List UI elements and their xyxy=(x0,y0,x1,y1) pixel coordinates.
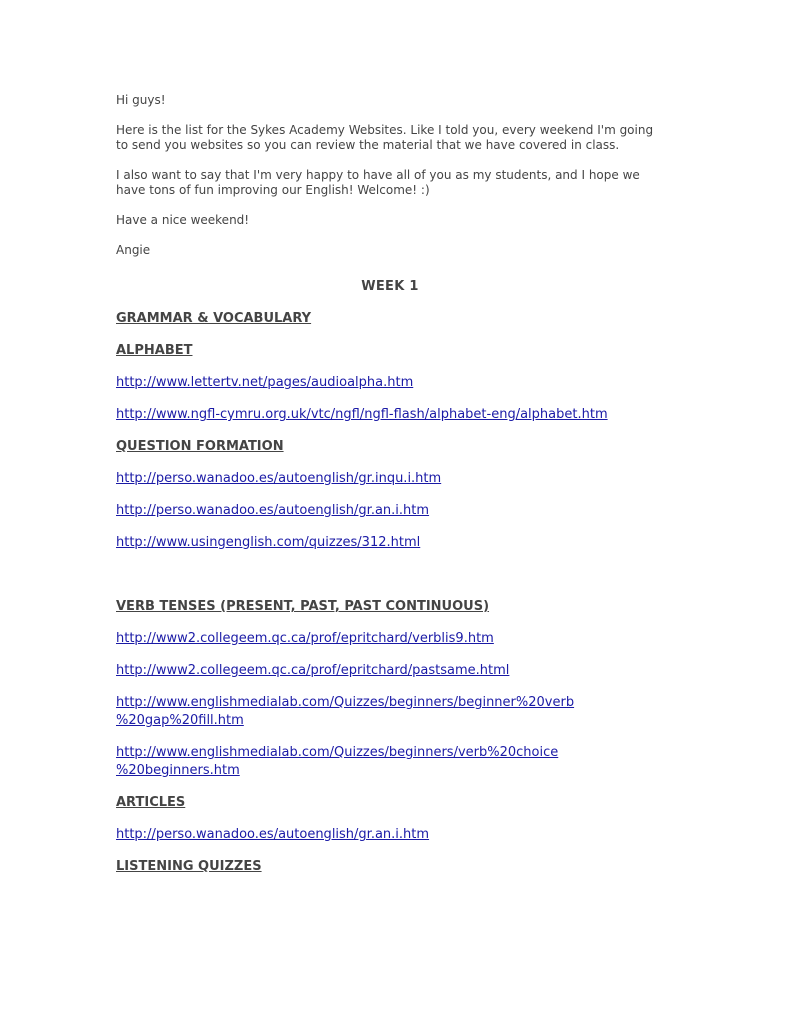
closing-line: Have a nice weekend! xyxy=(116,213,250,227)
document-page xyxy=(116,93,664,890)
link-verb-tenses-3[interactable]: http://www.englishmedialab.com/Quizzes/beginners/beginner%20verb %20gap%20fill.htm xyxy=(116,695,575,728)
spacer xyxy=(116,566,664,598)
section-heading-listening-quizzes: LISTENING QUIZZES xyxy=(116,859,262,874)
link-articles-1[interactable]: http://perso.wanadoo.es/autoenglish/gr.an.i.htm xyxy=(116,827,430,842)
link-alphabet-1[interactable]: http://www.lettertv.net/pages/audioalpha.htm xyxy=(116,375,414,390)
intro-paragraph: Here is the list for the Sykes Academy Websites. Like I told you, every weekend I'm going to send you websites so you can review the material that we have covered in class. xyxy=(116,123,654,152)
welcome-paragraph: I also want to say that I'm very happy to have all of you as my students, and I hope we have tons of fun improving our English! Welcome! :) xyxy=(116,168,640,197)
signature: Angie xyxy=(116,243,151,257)
week-title: WEEK 1 xyxy=(361,279,419,294)
section-heading-verb-tenses: VERB TENSES (PRESENT, PAST, PAST CONTINUOUS) xyxy=(116,599,490,614)
section-heading-alphabet: ALPHABET xyxy=(116,343,193,358)
link-question-formation-1[interactable]: http://perso.wanadoo.es/autoenglish/gr.inqu.i.htm xyxy=(116,471,442,486)
link-question-formation-3[interactable]: http://www.usingenglish.com/quizzes/312.html xyxy=(116,535,421,550)
link-verb-tenses-2[interactable]: http://www2.collegeem.qc.ca/prof/epritchard/pastsame.html xyxy=(116,663,510,678)
section-heading-grammar-vocabulary: GRAMMAR & VOCABULARY xyxy=(116,311,312,326)
link-verb-tenses-1[interactable]: http://www2.collegeem.qc.ca/prof/epritchard/verblis9.htm xyxy=(116,631,494,646)
link-alphabet-2[interactable]: http://www.ngfl-cymru.org.uk/vtc/ngfl/ngfl-flash/alphabet-eng/alphabet.htm xyxy=(116,407,608,422)
link-verb-tenses-4[interactable]: http://www.englishmedialab.com/Quizzes/beginners/verb%20choice %20beginners.htm xyxy=(116,745,559,778)
section-heading-articles: ARTICLES xyxy=(116,795,186,810)
greeting: Hi guys! xyxy=(116,93,166,107)
section-heading-question-formation: QUESTION FORMATION xyxy=(116,439,284,454)
link-question-formation-2[interactable]: http://perso.wanadoo.es/autoenglish/gr.an.i.htm xyxy=(116,503,430,518)
